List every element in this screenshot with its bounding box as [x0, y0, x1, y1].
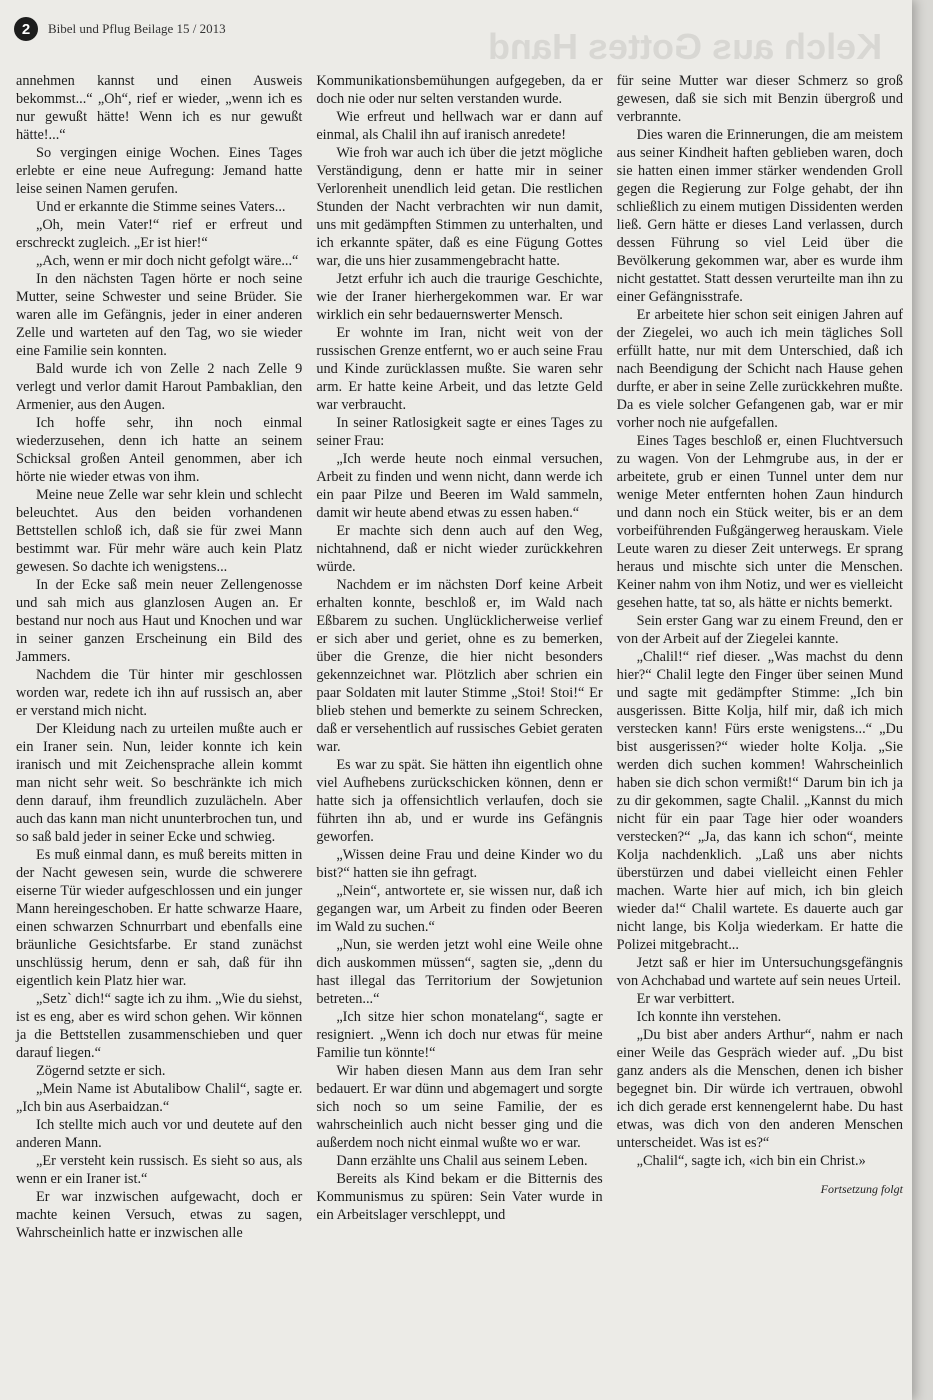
paragraph: „Nein“, antwortete er, sie wissen nur, daß ich gegangen war, um Arbeit zu finden oder Beeren im Wald zu suchen.“: [316, 883, 603, 935]
page-number-badge: 2: [14, 17, 38, 41]
bleed-through-title: Kelch aus Gottes Hand: [487, 26, 882, 67]
paragraph: Er wohnte im Iran, nicht weit von der russischen Grenze entfernt, wo er auch seine Frau und Kinde zurücklassen mußte. Sie waren sehr arm. Er hatte keine Arbeit, und das letzte Geld war verbraucht.: [316, 325, 603, 413]
paragraph: Es war zu spät. Sie hätten ihn eigentlich ohne viel Aufhebens zurückschicken können, denn er hatte sich ja offensichtlich verlaufen, doch sie führten ihn ab, und er wurde ins Gefängnis geworfen.: [316, 757, 603, 845]
paragraph: Nachdem er im nächsten Dorf keine Arbeit erhalten konnte, beschloß er, im Wald nach Eßbarem zu suchen. Unglücklicherweise verlief er sich aber und geriet, ohne es zu bemerken, über die Grenze, die hier nicht besonders gekennzeichnet war. Plötzlich aber schrien ein paar Soldaten mit lauter Stimme „Stoi! Stoi!“ Er blieb stehen und bemerkte zu seinem Schrecken, daß er versehentlich auf russisches Gebiet geraten war.: [316, 577, 603, 755]
paragraph: Ich stellte mich auch vor und deutete auf den anderen Mann.: [16, 1117, 303, 1151]
paragraph: In seiner Ratlosigkeit sagte er eines Tages zu seiner Frau:: [316, 415, 603, 449]
page-header: [14, 16, 226, 42]
paragraph: für seine Mutter war dieser Schmerz so groß gewesen, daß sie sich mit Benzin übergroß und verbrannte.: [616, 73, 903, 125]
paragraph: Und er erkannte die Stimme seines Vaters...: [36, 199, 286, 215]
column-1: [16, 72, 302, 1242]
paragraph: „Du bist aber anders Arthur“, nahm er nach einer Weile das Gespräch wieder auf. „Du bist ganz anders als die Menschen, denen ich bisher begegnet bin. Dir würde ich vertrauen, obwohl ich dich gerade erst kennengelernt habe. Du hast etwas, was dich von den anderen Menschen unterscheidet. Was ist es?“: [616, 1027, 903, 1151]
column-2: [316, 72, 602, 1242]
paragraph: Er war verbittert.: [636, 991, 735, 1007]
paragraph: Er machte sich denn auch auf den Weg, nichtahnend, daß er nicht wieder zurückkehren würde.: [316, 523, 603, 575]
paragraph: Jetzt erfuhr ich auch die traurige Geschichte, wie der Iraner hierhergekommen war. Er war wirklich ein sehr bedauernswerter Mensch.: [316, 271, 603, 323]
paragraph: So vergingen einige Wochen. Eines Tages erlebte er eine neue Aufregung: Jemand hatte leise seinen Namen gerufen.: [16, 145, 303, 197]
paragraph: Er arbeitete hier schon seit einigen Jahren auf der Ziegelei, wo auch ich mein tägliches Soll erfüllt hatte, nur mit dem Unterschied, daß ich nach Beendigung der Schicht nach Hause gehen durfte, er aber in seine Zelle zurückkehren mußte. Da es viele solcher Gefangenen gab, war er mir vorher noch nie aufgefallen.: [616, 307, 903, 431]
paragraph: „Nun, sie werden jetzt wohl eine Weile ohne dich auskommen müssen“, sagten sie, „denn du hast illegal das Territorium der Sowjetunion betreten...“: [316, 937, 603, 1007]
paragraph: In der Ecke saß mein neuer Zellengenosse und sah mich aus glanzlosen Augen an. Er bestand nur noch aus Haut und Knochen und war in seiner ganzen Erscheinung ein Bild des Jammers.: [16, 577, 303, 665]
paragraph: Er war inzwischen aufgewacht, doch er machte keinen Versuch, etwas zu sagen, Wahrscheinlich hatte er inzwischen alle: [16, 1189, 303, 1241]
paragraph: Meine neue Zelle war sehr klein und schlecht beleuchtet. Aus den beiden vorhandenen Bettstellen schloß ich, daß sie für zwei Mann bestimmt war. Für mehr wäre auch kein Platz gewesen. So dachte ich wenigstens...: [16, 487, 303, 575]
paragraph: „Ich werde heute noch einmal versuchen, Arbeit zu finden und wenn nicht, dann werde ich ein paar Pilze und Beeren im Wald sammeln, damit wir heute abend etwas zu essen haben.“: [316, 451, 603, 521]
paragraph: „Er versteht kein russisch. Es sieht so aus, als wenn er ein Iraner ist.“: [16, 1153, 303, 1187]
paragraph: Dann erzählte uns Chalil aus seinem Leben.: [336, 1153, 588, 1169]
paragraph: Bereits als Kind bekam er die Bitternis des Kommunismus zu spüren: Sein Vater wurde in ein Arbeitslager verschleppt, und: [316, 1171, 603, 1223]
paragraph: „Ach, wenn er mir doch nicht gefolgt wäre...“: [36, 253, 299, 269]
paragraph: „Chalil“, sagte ich, «ich bin ein Christ.»: [636, 1153, 866, 1169]
paragraph: „Ich sitze hier schon monatelang“, sagte er resigniert. „Wenn ich doch nur etwas für meine Familie tun könnte!“: [316, 1009, 603, 1061]
paragraph: Wir haben diesen Mann aus dem Iran sehr bedauert. Er war dünn und abgemagert und sorgte sich noch so um seine Familie, der es wahrscheinlich auch nicht besser ging und die außerdem noch nicht einmal wußte wo er war.: [316, 1063, 603, 1151]
paragraph: Sein erster Gang war zu einem Freund, den er von der Arbeit auf der Ziegelei kannte.: [616, 613, 903, 647]
column-3: [617, 72, 903, 1242]
paragraph: Ich konnte ihn verstehen.: [636, 1009, 782, 1025]
paragraph: „Chalil!“ rief dieser. „Was machst du denn hier?“ Chalil legte den Finger über seinen Mund und sagte mit gedämpfter Stimme: „Ich bin ausgerissen. Bitte Kolja, hilf mir, daß ich mich verstecken kann! Fürs erste wenigstens...“ „Du bist ausgerissen?“ wieder holte Kolja. „Sie werden dich suchen kommen! Wahrscheinlich haben sie dich schon vermißt!“ Darum bin ich ja zu dir gekommen, sagte Chalil. „Kannst du mich nicht für ein paar Tage hier oder woanders verstecken?“ „Ja, das kann ich schon“, meinte Kolja nachdenklich. „Laß uns aber nichts überstürzen und dabei vielleicht einen Fehler machen. Warte hier auf mich, ich bin gleich wieder da!“ Chalil wartete. Es dauerte auch gar nicht lange, bis Kolja wiederkam. Er hatte die Polizei mitgebracht...: [616, 649, 903, 953]
article-body: [16, 72, 903, 1242]
paragraph: Wie erfreut und hellwach war er dann auf einmal, als Chalil ihn auf iranisch anredete!: [316, 109, 603, 143]
paragraph: „Oh, mein Vater!“ rief er erfreut und erschreckt zugleich. „Er ist hier!“: [16, 217, 303, 251]
paragraph: In den nächsten Tagen hörte er noch seine Mutter, seine Schwester und seine Brüder. Sie waren alle im Gefängnis, jeder in einer anderen Zelle und warteten auf den Tag, wo sie wieder eine Familie sein konnten.: [16, 271, 303, 359]
paragraph: Bald wurde ich von Zelle 2 nach Zelle 9 verlegt und verlor damit Harout Pambaklian, den Armenier, aus den Augen.: [16, 361, 303, 413]
publication-line: Bibel und Pflug Beilage 15 / 2013: [48, 21, 226, 36]
paragraph: Wie froh war auch ich über die jetzt mögliche Verständigung, denn er hatte mir in seiner Verlorenheit unendlich leid getan. Die restlichen Stunden der Nacht verbrachten wir nun damit, uns mit gedämpften Stimmen zu unterhalten, und ich erkannte später, daß es eine Fügung Gottes war, die uns hier zusammengebracht hatte.: [316, 145, 603, 269]
paragraph: Dies waren die Erinnerungen, die am meistem aus seiner Kindheit haften geblieben waren, doch sie hatten einen immer stärker wendenden Groll gegen die Regierung zur Folge gehabt, der ihn schließlich zu einem mutigen Dissidenten werden ließ. Gern hätte er dieses Land verlassen, durch dessen Führung so viel Leid über die Bevölkerung gekommen war, aber es wurde ihm nicht gestattet. Statt dessen verurteilte man ihn zu einer Gefängnisstrafe.: [616, 127, 903, 305]
paragraph: Der Kleidung nach zu urteilen mußte auch er ein Iraner sein. Nun, leider konnte ich kein iranisch und mit Zeichensprache allein kommt man nicht sehr weit. So beschränkte ich mich denn darauf, ihm freundlich zuzulächeln. Aber auch das kann man nicht ununterbrochen tun, und so saß bald jeder in seiner Ecke und schwieg.: [16, 721, 303, 845]
paragraph: Eines Tages beschloß er, einen Fluchtversuch zu wagen. Von der Lehmgrube aus, in der er arbeitete, grub er einen Tunnel unter dem nur wenige Meter entfernten hohen Zaun hindurch und dann noch ein Stück weiter, bis er an dem vorbeiführenden Fußgängerweg herauskam. Viele Leute waren zu dieser Zeit unterwegs. Er sprang heraus und mischte sich unter die Menschen. Keiner nahm von ihm Notiz, und wer es vielleicht gesehen hatte, tat so, als hätte er nichts bemerkt.: [616, 433, 903, 611]
paragraph: „Mein Name ist Abutalibow Chalil“, sagte er. „Ich bin aus Aserbaidzan.“: [16, 1081, 303, 1115]
paragraph: annehmen kannst und einen Ausweis bekommst...“ „Oh“, rief er wieder, „wenn ich es nur gewußt hätte! Wenn ich es nur gewußt hätte!...“: [16, 73, 303, 143]
paragraph: Zögernd setzte er sich.: [36, 1063, 166, 1079]
paragraph: Es muß einmal dann, es muß bereits mitten in der Nacht gewesen sein, wurde die schwerere eiserne Tür wieder aufgeschlossen und ein junger Mann hereingeschoben. Er hatte schwarze Haare, einen schwarzen Schnurrbart und ebenfalls eine bräunliche Gesichtsfarbe. Er stand zunächst unschlüssig herum, denn er sah, daß für ihn eigentlich kein Platz hier war.: [16, 847, 303, 989]
paragraph: „Setz` dich!“ sagte ich zu ihm. „Wie du siehst, ist es eng, aber es wird schon gehen. Wir können ja die Bettstellen zusammenschieben und quer darauf liegen.“: [16, 991, 303, 1061]
paragraph: Kommunikationsbemühungen aufgegeben, da er doch nie oder nur selten verstanden wurde.: [316, 73, 603, 107]
continuation-note: Fortsetzung folgt: [820, 1182, 903, 1196]
paragraph: Ich hoffe sehr, ihn noch einmal wiederzusehen, denn ich hatte an seinem Schicksal großen Anteil genommen, aber ich hörte nie wieder etwas von ihm.: [16, 415, 303, 485]
paragraph: „Wissen deine Frau und deine Kinder wo du bist?“ hatten sie ihn gefragt.: [316, 847, 603, 881]
paragraph: Jetzt saß er hier im Untersuchungsgefängnis von Achchabad und wartete auf sein neues Urteil.: [616, 955, 903, 989]
paragraph: Nachdem die Tür hinter mir geschlossen worden war, redete ich ihn auf russisch an, aber er verstand mich nicht.: [16, 667, 303, 719]
